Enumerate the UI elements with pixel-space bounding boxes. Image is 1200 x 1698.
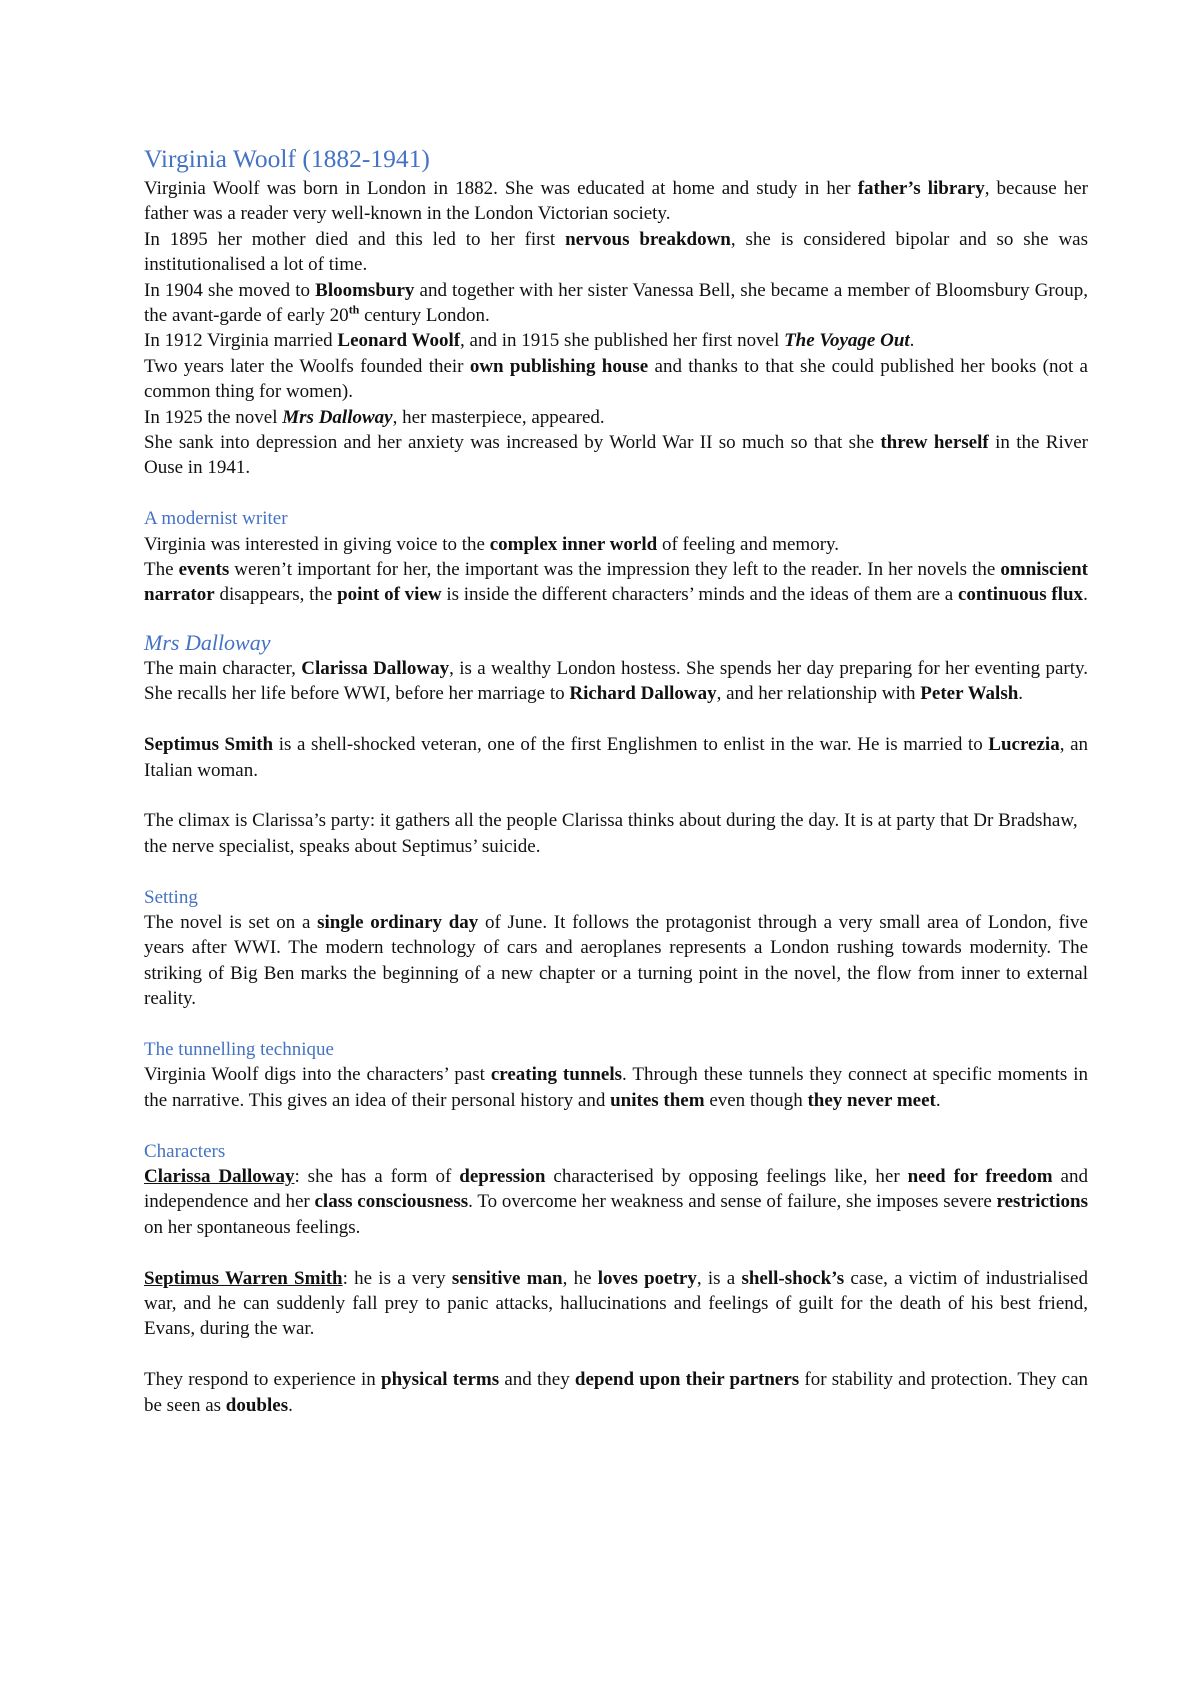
document-title: Virginia Woolf (1882-1941) [144, 144, 430, 173]
emphasis-text: complex inner world [489, 533, 658, 555]
emphasis-text: Leonard Woolf [337, 330, 461, 352]
setting-paragraph-1: The novel is set on a single ordinary day of June. It follows the protagonist through a very small area of London, five years after WWI. The modern technology of cars and aeroplanes represents a London rushing towards modernity. The striking of Big Ben marks the beginning of a new chapter or a turning point in the novel, the flow from inner to external reality. [144, 911, 1088, 1010]
emphasis-text: Lucrezia [988, 734, 1060, 756]
emphasis-text: point of view [337, 584, 442, 606]
bio-paragraph-7: She sank into depression and her anxiety was increased by World War II so much so that she threw herself in the River Ouse in 1941. [144, 432, 1088, 479]
emphasis-text: Septimus Warren Smith [144, 1267, 343, 1289]
modernist-paragraph-1: Virginia was interested in giving voice to the complex inner world of feeling and memory. [144, 533, 840, 555]
emphasis-text: Bloomsbury [315, 279, 415, 301]
emphasis-text: Mrs Dalloway [282, 406, 393, 428]
emphasis-text: shell-shock’s [741, 1267, 845, 1289]
modernist-paragraph-2: The events weren’t important for her, the important was the impression they left to the reader. In her novels the omniscient narrator disappears, the point of view is inside the different characters’ minds and the ideas of them are a continuous flux. [144, 559, 1088, 606]
emphasis-text: continuous flux [957, 584, 1084, 606]
bio-paragraph-6: In 1925 the novel Mrs Dalloway, her masterpiece, appeared. [144, 406, 605, 428]
emphasis-text: father’s library [857, 178, 985, 199]
tunnelling-paragraph-1: Virginia Woolf digs into the characters’ past creating tunnels. Through these tunnels they connect at specific moments in the narrative. This gives an idea of their personal history and unites them even though they never meet. [144, 1064, 1089, 1111]
emphasis-text: The Voyage Out [784, 330, 910, 352]
section-heading-mrs-dalloway: Mrs Dalloway [144, 629, 271, 655]
emphasis-text: nervous breakdown [565, 228, 731, 250]
emphasis-text: own publishing house [469, 355, 649, 377]
section-heading-modernist: A modernist writer [144, 508, 288, 530]
emphasis-text: class consciousness [314, 1191, 469, 1213]
bio-paragraph-2: In 1895 her mother died and this led to her first nervous breakdown, she is considered bipolar and so she was institutionalised a lot of time. [144, 228, 1089, 276]
bio-paragraph-1: Virginia Woolf was born in London in 1882. She was educated at home and study in her father’s library, because her father was a reader very well-known in the London Victorian society. [144, 178, 1088, 225]
emphasis-text: they never meet [807, 1089, 936, 1111]
dalloway-paragraph-1: The main character, Clarissa Dalloway, is a wealthy London hostess. She spends her day preparing for her eventing party. She recalls her life before WWI, before her marriage to Richard Dalloway, and her relationship with Peter Walsh. [144, 657, 1089, 705]
bio-paragraph-5: Two years later the Woolfs founded their own publishing house and thanks to that she could published her books (not a common thing for women). [144, 355, 1088, 403]
emphasis-text: Septimus Smith [144, 734, 274, 756]
emphasis-text: single ordinary day [317, 911, 479, 933]
emphasis-text: omniscient narrator [144, 559, 1088, 606]
section-heading-characters: Characters [144, 1140, 226, 1162]
emphasis-text: creating tunnels [490, 1064, 623, 1086]
emphasis-text: Peter Walsh [920, 683, 1019, 705]
characters-paragraph-clarissa: Clarissa Dalloway: she has a form of depression characterised by opposing feelings like, her need for freedom and independence and her class consciousness. To overcome her weakness and sense of failure, she imposes severe restrictions on her spontaneous feelings. [144, 1165, 1088, 1238]
emphasis-text: restrictions [996, 1191, 1088, 1213]
dalloway-paragraph-3: The climax is Clarissa’s party: it gathers all the people Clarissa thinks about during the day. It is at party that Dr Bradshaw, the nerve specialist, speaks about Septimus’ suicide. [144, 810, 1078, 857]
emphasis-text: sensitive man [451, 1267, 563, 1289]
dalloway-paragraph-2: Septimus Smith is a shell-shocked veteran, one of the first Englishmen to enlist in the war. He is married to Lucrezia, an Italian woman. [144, 734, 1088, 781]
document-page [144, 142, 1088, 1418]
characters-paragraph-septimus: Septimus Warren Smith: he is a very sensitive man, he loves poetry, is a shell-shock’s case, a victim of industrialised war, and he can suddenly fall prey to panic attacks, hallucinations and feelings of guilt for the death of his best friend, Evans, during the war. [144, 1267, 1088, 1340]
bio-paragraph-4: In 1912 Virginia married Leonard Woolf, and in 1915 she published her first novel The Voyage Out. [144, 330, 915, 352]
emphasis-text: need for freedom [907, 1165, 1053, 1187]
emphasis-text: physical terms [381, 1369, 500, 1391]
emphasis-text: depend upon their partners [574, 1369, 800, 1391]
emphasis-text: th [348, 302, 360, 317]
emphasis-text: events [178, 559, 230, 581]
section-heading-tunnelling: The tunnelling technique [144, 1038, 334, 1060]
emphasis-text: Richard Dalloway [569, 683, 717, 705]
emphasis-text: loves poetry [597, 1267, 697, 1289]
emphasis-text: threw herself [880, 432, 989, 454]
bio-paragraph-3: In 1904 she moved to Bloomsbury and together with her sister Vanessa Bell, she became a member of Bloomsbury Group, the avant-garde of early 20th century London. [144, 279, 1089, 327]
emphasis-text: doubles [225, 1394, 289, 1416]
characters-paragraph-doubles: They respond to experience in physical terms and they depend upon their partners for stability and protection. They can be seen as doubles. [144, 1369, 1088, 1416]
section-heading-setting: Setting [144, 886, 198, 908]
emphasis-text: Clarissa Dalloway [144, 1165, 295, 1187]
emphasis-text: Clarissa Dalloway [301, 657, 450, 679]
emphasis-text: unites them [610, 1089, 705, 1111]
emphasis-text: depression [459, 1165, 546, 1187]
